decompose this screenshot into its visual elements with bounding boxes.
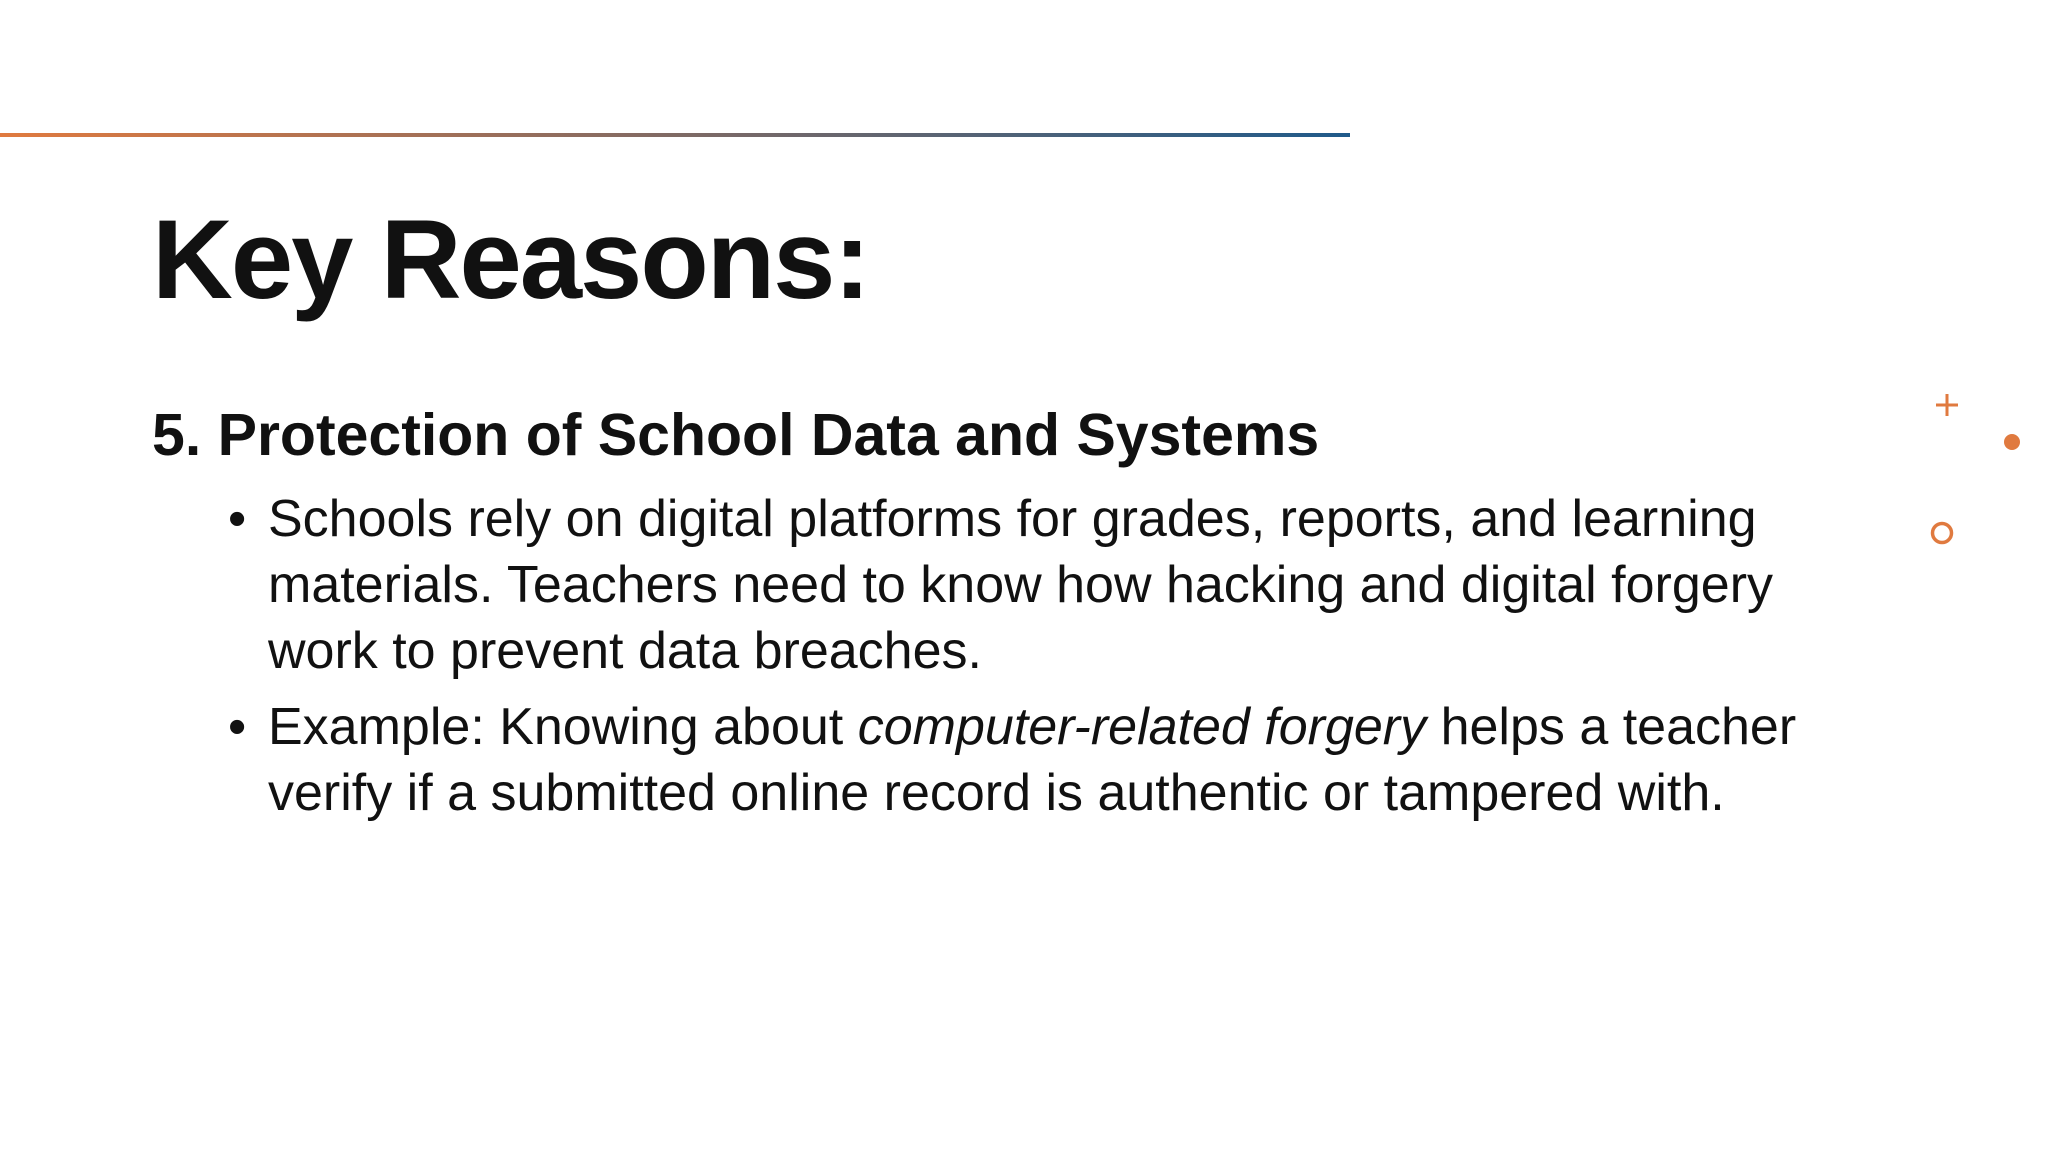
bullet-dot: • — [228, 490, 247, 548]
top-gradient-rule — [0, 133, 1350, 137]
bullet-text-before: Example: Knowing about — [268, 698, 858, 756]
plus-icon — [1934, 392, 1960, 418]
bullet-list — [228, 486, 1848, 836]
bullet-text-italic: computer-related forgery — [857, 698, 1427, 756]
bullet-dot: • — [228, 698, 247, 756]
bullet-text: Schools rely on digital platforms for grades, reports, and learning materials. Teachers need to know how hacking and digital forgery work to prevent data breaches. — [268, 490, 1774, 680]
bullet-text — [268, 694, 1848, 826]
bullet-item — [228, 694, 1848, 826]
bullet-text-after: helps a teacher verify if a submitted online record is authentic or tampered with. — [268, 698, 1797, 822]
section-heading: 5. Protection of School Data and Systems — [152, 402, 1320, 468]
bullet-item — [228, 486, 1848, 684]
ring-icon — [1929, 520, 1955, 546]
slide-title: Key Reasons: — [152, 197, 869, 322]
dot-icon — [2002, 432, 2022, 452]
